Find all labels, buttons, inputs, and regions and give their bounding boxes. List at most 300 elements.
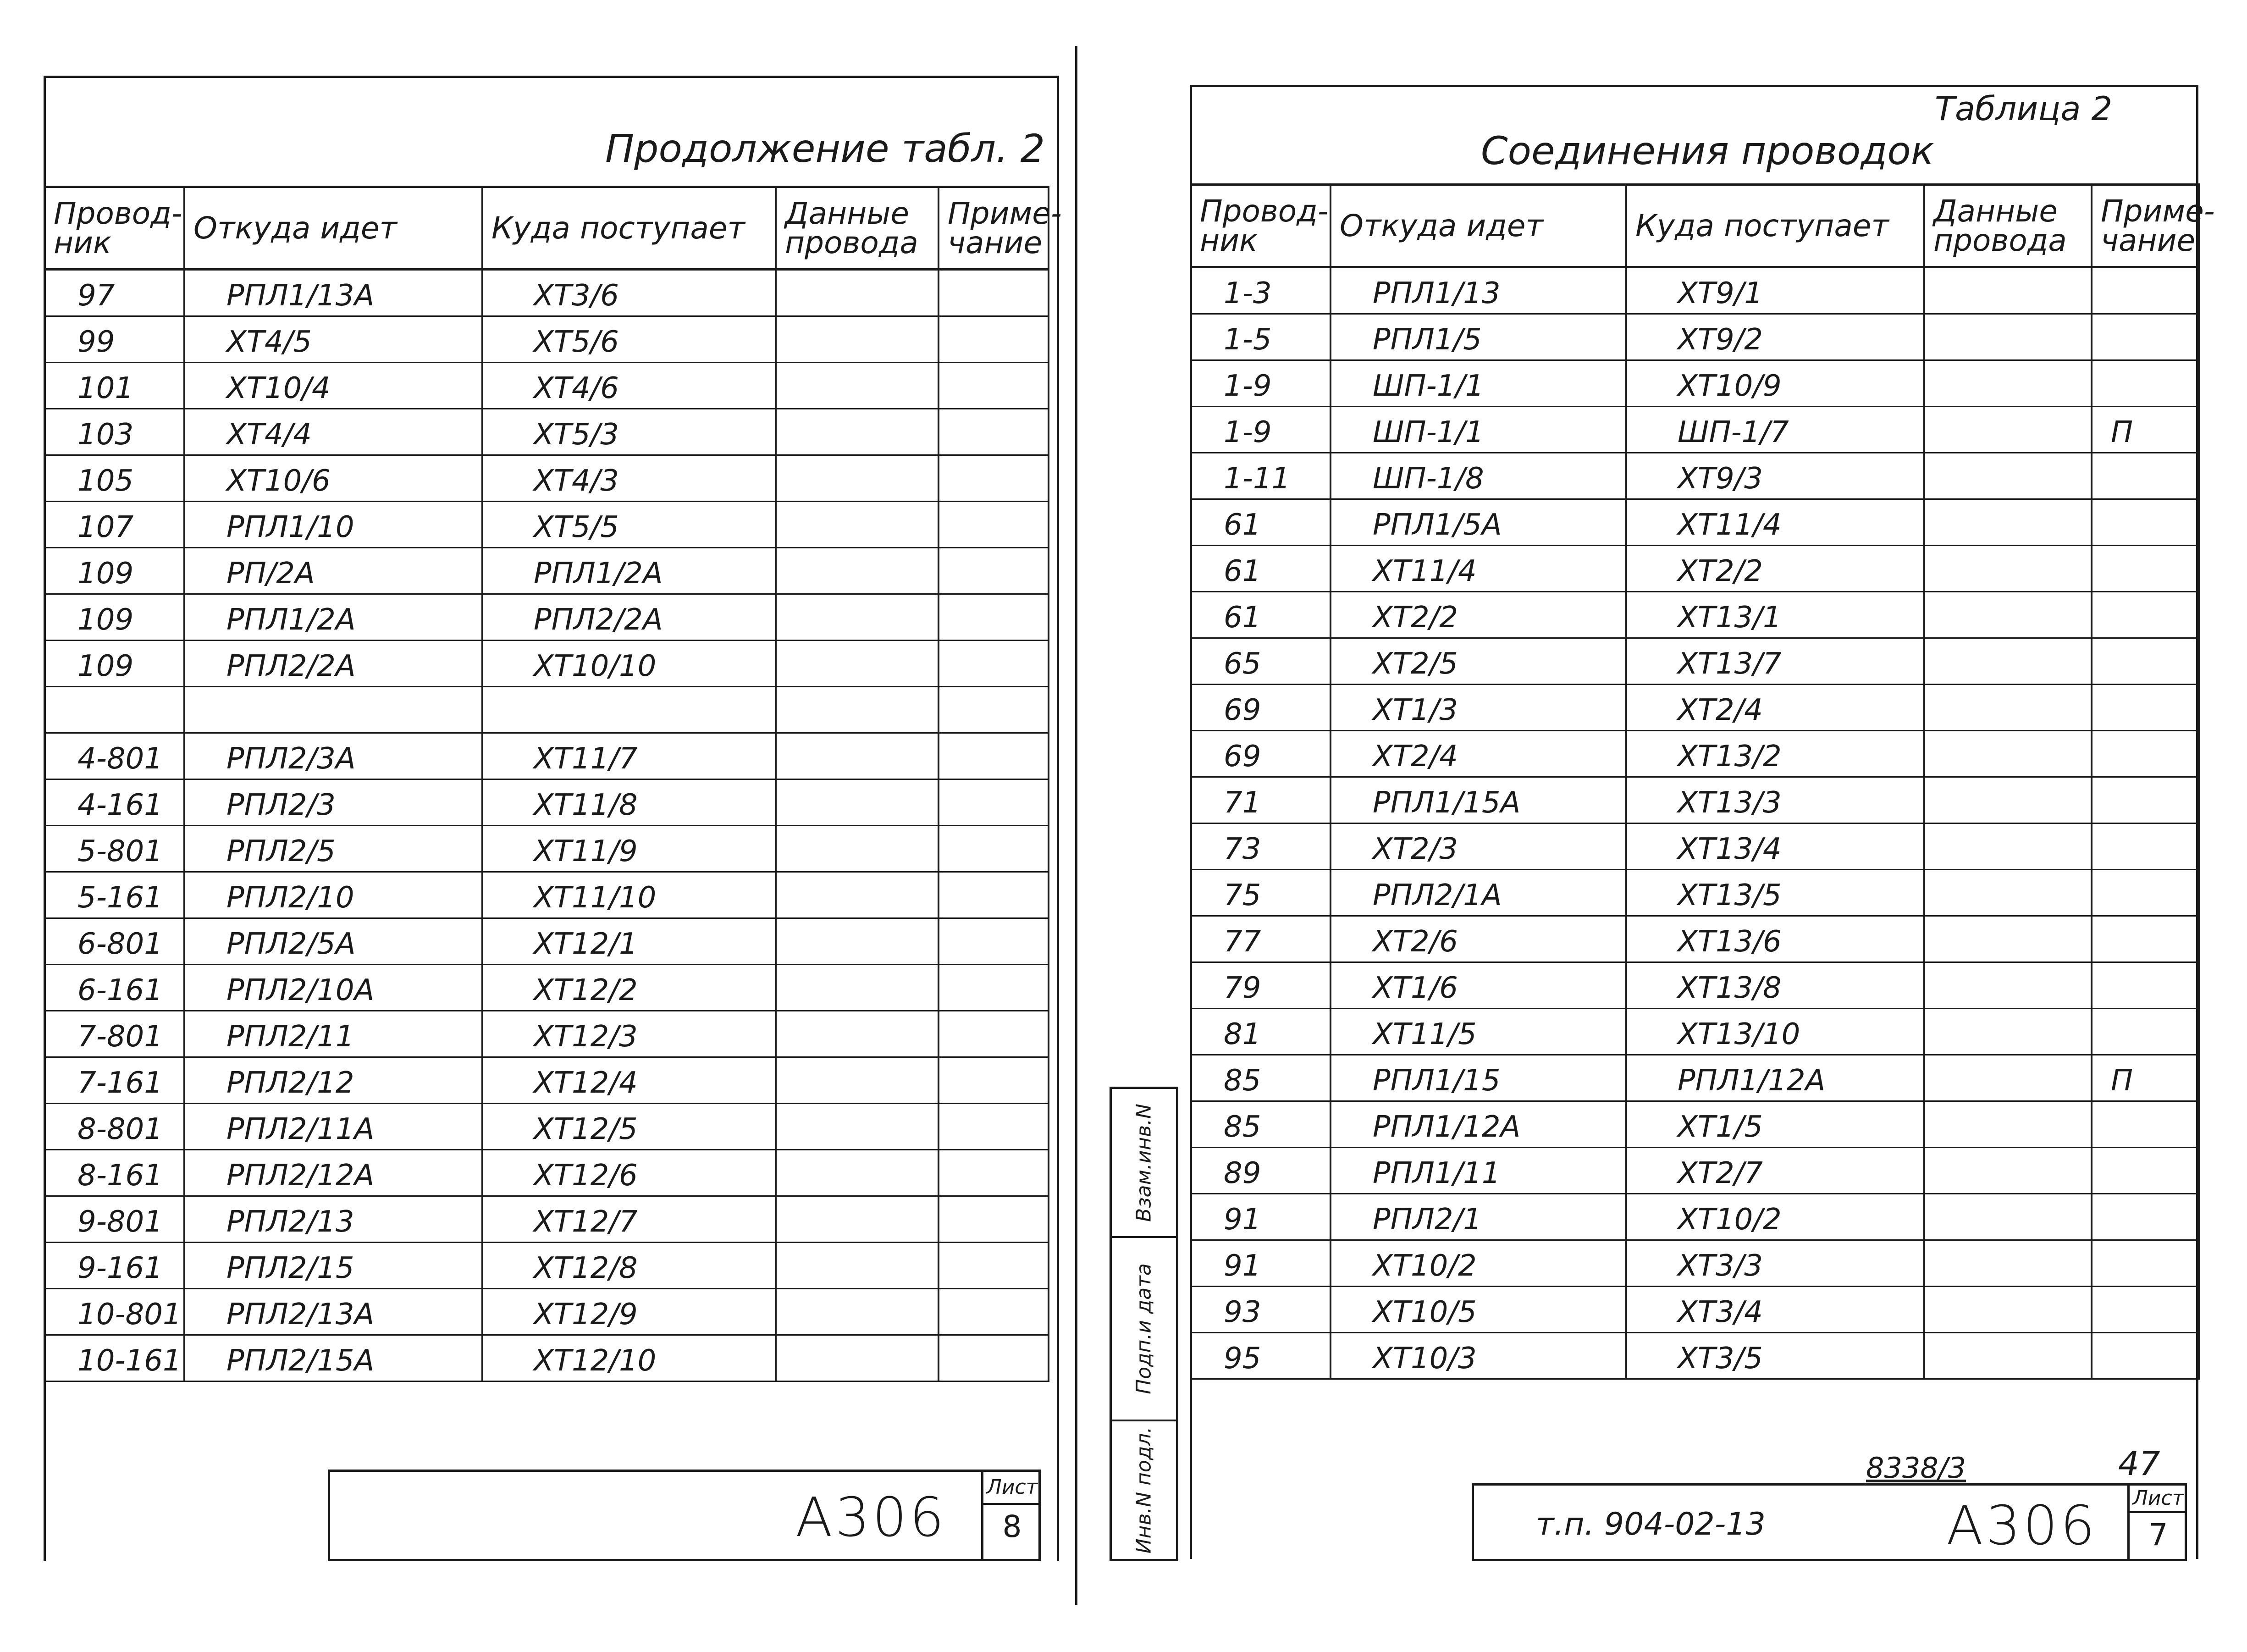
wire-cell: 5-161: [44, 872, 184, 918]
from-cell: ХТ11/5: [1331, 1009, 1626, 1055]
note-cell: [939, 1335, 1049, 1381]
to-cell: ХТ3/4: [1626, 1287, 1924, 1333]
to-cell: ХТ10/9: [1626, 360, 1924, 407]
wire-data-cell: [776, 502, 939, 548]
note-cell: [2092, 360, 2199, 407]
to-cell: ХТ13/4: [1626, 823, 1924, 870]
from-cell: РПЛ2/1: [1331, 1194, 1626, 1240]
to-cell: ХТ2/2: [1626, 546, 1924, 592]
wire-data-cell: [1924, 453, 2092, 499]
wire-cell: 109: [44, 594, 184, 641]
wire-cell: 1-3: [1191, 267, 1331, 314]
to-cell: [482, 687, 776, 733]
to-cell: ХТ5/6: [482, 316, 776, 363]
wire-cell: 9-161: [44, 1243, 184, 1289]
to-cell: ШП-1/7: [1626, 407, 1924, 453]
table-row: [1191, 1009, 2199, 1055]
from-cell: РПЛ2/11: [184, 1011, 482, 1057]
table-row: [1191, 870, 2199, 916]
wire-cell: 1-9: [1191, 360, 1331, 407]
from-cell: ХТ2/2: [1331, 592, 1626, 638]
approval-side-columns: [1110, 1087, 1178, 1561]
table-row: [44, 363, 1049, 409]
from-cell: ХТ10/5: [1331, 1287, 1626, 1333]
to-cell: ХТ13/5: [1626, 870, 1924, 916]
column-header-to: Куда поступает: [482, 187, 776, 270]
to-cell: ХТ12/3: [482, 1011, 776, 1057]
note-cell: [2092, 546, 2199, 592]
wire-data-cell: [1924, 777, 2092, 823]
to-cell: ХТ2/7: [1626, 1148, 1924, 1194]
wire-data-cell: [1924, 685, 2092, 731]
table-row: [44, 1011, 1049, 1057]
wire-cell: 109: [44, 641, 184, 687]
table-row: [44, 687, 1049, 733]
wire-data-cell: [776, 455, 939, 502]
wire-data-cell: [1924, 360, 2092, 407]
right-document-number: т.п. 904-02-13: [1536, 1506, 1766, 1542]
from-cell: РПЛ1/5А: [1331, 499, 1626, 546]
wire-data-cell: [1924, 314, 2092, 360]
column-header-from: Откуда идет: [184, 187, 482, 270]
wire-cell: 1-11: [1191, 453, 1331, 499]
wire-cell: 9-801: [44, 1196, 184, 1243]
wire-data-cell: [1924, 1101, 2092, 1148]
wire-data-cell: [776, 1289, 939, 1335]
table-row: [1191, 1240, 2199, 1287]
table-row: [44, 1289, 1049, 1335]
wire-data-cell: [776, 363, 939, 409]
wire-data-cell: [1924, 499, 2092, 546]
note-cell: [939, 316, 1049, 363]
wire-data-cell: [776, 1104, 939, 1150]
to-cell: ХТ13/1: [1626, 592, 1924, 638]
column-header-note: Приме-чание: [939, 187, 1049, 270]
to-cell: ХТ12/1: [482, 918, 776, 965]
wire-cell: 81: [1191, 1009, 1331, 1055]
left-connections-table: [44, 186, 1062, 1382]
wire-cell: 7-801: [44, 1011, 184, 1057]
table-row: [44, 1335, 1049, 1381]
to-cell: ХТ12/8: [482, 1243, 776, 1289]
to-cell: ХТ5/5: [482, 502, 776, 548]
page-fold-line: [1075, 46, 1077, 1605]
wire-data-cell: [1924, 1287, 2092, 1333]
wire-cell: 99: [44, 316, 184, 363]
wire-cell: 89: [1191, 1148, 1331, 1194]
to-cell: ХТ12/7: [482, 1196, 776, 1243]
wire-data-cell: [776, 548, 939, 594]
note-cell: [2092, 267, 2199, 314]
wire-cell: 91: [1191, 1194, 1331, 1240]
to-cell: ХТ3/3: [1626, 1240, 1924, 1287]
right-table-body: [1191, 267, 2199, 1379]
to-cell: ХТ9/1: [1626, 267, 1924, 314]
to-cell: РПЛ1/12А: [1626, 1055, 1924, 1101]
table-row: [1191, 638, 2199, 685]
table-row: [1191, 1333, 2199, 1379]
wire-data-cell: [776, 594, 939, 641]
wire-cell: 107: [44, 502, 184, 548]
wire-data-cell: [1924, 1148, 2092, 1194]
from-cell: ХТ2/5: [1331, 638, 1626, 685]
to-cell: РПЛ2/2А: [482, 594, 776, 641]
wire-cell: 71: [1191, 777, 1331, 823]
to-cell: ХТ2/4: [1626, 685, 1924, 731]
note-cell: [2092, 1101, 2199, 1148]
to-cell: ХТ13/10: [1626, 1009, 1924, 1055]
wire-cell: 73: [1191, 823, 1331, 870]
wire-data-cell: [1924, 267, 2092, 314]
table-row: [44, 409, 1049, 455]
wire-cell: 93: [1191, 1287, 1331, 1333]
note-cell: [939, 1104, 1049, 1150]
note-cell: [2092, 1194, 2199, 1240]
to-cell: ХТ11/4: [1626, 499, 1924, 546]
column-header-wire-data: Данные провода: [776, 187, 939, 270]
side-label-signature-date: Подп.и дата: [1132, 1263, 1156, 1394]
note-cell: [939, 409, 1049, 455]
wire-data-cell: [1924, 546, 2092, 592]
to-cell: ХТ3/5: [1626, 1333, 1924, 1379]
note-cell: [939, 1011, 1049, 1057]
right-header-title: Соединения проводок: [1481, 128, 1934, 173]
wire-data-cell: [1924, 870, 2092, 916]
to-cell: ХТ13/3: [1626, 777, 1924, 823]
wire-data-cell: [776, 687, 939, 733]
wire-data-cell: [1924, 1333, 2092, 1379]
from-cell: РПЛ2/13: [184, 1196, 482, 1243]
to-cell: ХТ13/6: [1626, 916, 1924, 962]
note-cell: [939, 502, 1049, 548]
wire-cell: 1-9: [1191, 407, 1331, 453]
to-cell: ХТ12/9: [482, 1289, 776, 1335]
table-row: [1191, 916, 2199, 962]
to-cell: ХТ11/7: [482, 733, 776, 779]
table-row: [44, 1104, 1049, 1150]
from-cell: РПЛ1/15А: [1331, 777, 1626, 823]
note-cell: [939, 363, 1049, 409]
column-header-wire: Провод-ник: [44, 187, 184, 270]
wire-cell: 105: [44, 455, 184, 502]
to-cell: ХТ13/8: [1626, 962, 1924, 1009]
wire-data-cell: [1924, 592, 2092, 638]
table-row: [1191, 823, 2199, 870]
from-cell: ХТ11/4: [1331, 546, 1626, 592]
note-cell: [939, 965, 1049, 1011]
note-cell: [939, 687, 1049, 733]
wire-data-cell: [776, 409, 939, 455]
column-header-wire: Провод-ник: [1191, 185, 1331, 267]
note-cell: [939, 872, 1049, 918]
wire-data-cell: [776, 1243, 939, 1289]
from-cell: РПЛ2/5: [184, 826, 482, 872]
to-cell: ХТ12/4: [482, 1057, 776, 1104]
wire-cell: 85: [1191, 1055, 1331, 1101]
left-table-body: [44, 270, 1049, 1381]
from-cell: ХТ4/5: [184, 316, 482, 363]
from-cell: РПЛ2/5А: [184, 918, 482, 965]
wire-cell: 10-161: [44, 1335, 184, 1381]
table-row: [1191, 1055, 2199, 1101]
from-cell: РПЛ1/11: [1331, 1148, 1626, 1194]
wire-data-cell: [776, 1011, 939, 1057]
table-row: [44, 455, 1049, 502]
table-row: [1191, 546, 2199, 592]
to-cell: ХТ5/3: [482, 409, 776, 455]
to-cell: ХТ1/5: [1626, 1101, 1924, 1148]
from-cell: РПЛ2/1А: [1331, 870, 1626, 916]
table-row: [44, 502, 1049, 548]
to-cell: ХТ3/6: [482, 270, 776, 316]
wire-data-cell: [776, 641, 939, 687]
wire-cell: 4-161: [44, 779, 184, 826]
table-row: [1191, 1194, 2199, 1240]
archive-number: 8338/3: [1866, 1451, 1966, 1485]
wire-cell: 7-161: [44, 1057, 184, 1104]
from-cell: ХТ2/3: [1331, 823, 1626, 870]
to-cell: ХТ10/2: [1626, 1194, 1924, 1240]
note-cell: [2092, 638, 2199, 685]
from-cell: [184, 687, 482, 733]
note-cell: [2092, 962, 2199, 1009]
from-cell: ХТ4/4: [184, 409, 482, 455]
note-cell: [939, 918, 1049, 965]
left-drawing-code: А306: [795, 1486, 947, 1549]
wire-cell: 101: [44, 363, 184, 409]
from-cell: РПЛ1/10: [184, 502, 482, 548]
note-cell: [2092, 870, 2199, 916]
note-cell: [939, 1196, 1049, 1243]
to-cell: ХТ11/8: [482, 779, 776, 826]
table-row: [44, 965, 1049, 1011]
page-number: 47: [2118, 1444, 2160, 1483]
wire-data-cell: [1924, 962, 2092, 1009]
wire-cell: 61: [1191, 592, 1331, 638]
left-header-title: Продолжение табл. 2: [605, 126, 1045, 171]
side-cell-replacement-inv: [1112, 1089, 1176, 1238]
wire-cell: 6-161: [44, 965, 184, 1011]
note-cell: [939, 548, 1049, 594]
from-cell: РПЛ2/15: [184, 1243, 482, 1289]
note-cell: [2092, 1333, 2199, 1379]
to-cell: ХТ13/2: [1626, 731, 1924, 777]
wire-cell: 97: [44, 270, 184, 316]
note-cell: [2092, 453, 2199, 499]
table-row: [1191, 267, 2199, 314]
wire-cell: 79: [1191, 962, 1331, 1009]
table-row: [44, 270, 1049, 316]
from-cell: РПЛ1/12А: [1331, 1101, 1626, 1148]
wire-data-cell: [776, 733, 939, 779]
from-cell: РПЛ2/10: [184, 872, 482, 918]
wire-cell: 4-801: [44, 733, 184, 779]
note-cell: [2092, 1148, 2199, 1194]
table-row: [1191, 731, 2199, 777]
from-cell: ХТ10/6: [184, 455, 482, 502]
table-row: [1191, 453, 2199, 499]
table-row: [1191, 314, 2199, 360]
right-drawing-code: А306: [1946, 1494, 2098, 1557]
from-cell: РПЛ2/2А: [184, 641, 482, 687]
from-cell: РПЛ2/12А: [184, 1150, 482, 1196]
side-label-original-inv: Инв.N подл.: [1132, 1426, 1156, 1554]
from-cell: ШП-1/1: [1331, 360, 1626, 407]
wire-data-cell: [776, 316, 939, 363]
note-cell: П: [2092, 1055, 2199, 1101]
table-row: [44, 918, 1049, 965]
table-row: [1191, 592, 2199, 638]
note-cell: П: [2092, 407, 2199, 453]
note-cell: [939, 1243, 1049, 1289]
table-row: [1191, 1287, 2199, 1333]
wire-cell: 65: [1191, 638, 1331, 685]
from-cell: ХТ10/3: [1331, 1333, 1626, 1379]
from-cell: ШП-1/1: [1331, 407, 1626, 453]
table-row: [1191, 685, 2199, 731]
wire-data-cell: [1924, 1009, 2092, 1055]
from-cell: РПЛ2/3А: [184, 733, 482, 779]
wire-data-cell: [776, 826, 939, 872]
table-row: [44, 872, 1049, 918]
right-table-label: Таблица 2: [1935, 89, 2113, 128]
wire-data-cell: [776, 965, 939, 1011]
to-cell: РПЛ1/2А: [482, 548, 776, 594]
right-title-block: [1472, 1483, 2187, 1561]
from-cell: РПЛ2/12: [184, 1057, 482, 1104]
to-cell: ХТ11/10: [482, 872, 776, 918]
note-cell: [939, 1150, 1049, 1196]
wire-cell: 1-5: [1191, 314, 1331, 360]
wire-cell: 6-801: [44, 918, 184, 965]
table-row: [44, 733, 1049, 779]
left-title-block: [328, 1470, 1041, 1561]
to-cell: ХТ10/10: [482, 641, 776, 687]
wire-data-cell: [776, 270, 939, 316]
table-row: [1191, 962, 2199, 1009]
to-cell: ХТ12/2: [482, 965, 776, 1011]
from-cell: ШП-1/8: [1331, 453, 1626, 499]
table-row: [1191, 360, 2199, 407]
wire-data-cell: [1924, 1240, 2092, 1287]
column-header-wire-data: Данные провода: [1924, 185, 2092, 267]
table-row: [1191, 777, 2199, 823]
right-sheet-box: [2127, 1486, 2187, 1561]
table-row: [44, 779, 1049, 826]
wire-data-cell: [776, 1335, 939, 1381]
from-cell: ХТ10/2: [1331, 1240, 1626, 1287]
left-sheet-label: Лист: [983, 1472, 1041, 1505]
table-row: [44, 1150, 1049, 1196]
from-cell: РПЛ1/5: [1331, 314, 1626, 360]
table-row: [44, 826, 1049, 872]
note-cell: [2092, 685, 2199, 731]
note-cell: [2092, 1287, 2199, 1333]
to-cell: ХТ13/7: [1626, 638, 1924, 685]
note-cell: [939, 733, 1049, 779]
from-cell: ХТ2/6: [1331, 916, 1626, 962]
wire-cell: [44, 687, 184, 733]
from-cell: РПЛ2/13А: [184, 1289, 482, 1335]
note-cell: [2092, 314, 2199, 360]
table-row: [1191, 499, 2199, 546]
note-cell: [939, 1289, 1049, 1335]
from-cell: ХТ1/3: [1331, 685, 1626, 731]
note-cell: [2092, 592, 2199, 638]
wire-cell: 10-801: [44, 1289, 184, 1335]
note-cell: [939, 594, 1049, 641]
from-cell: ХТ10/4: [184, 363, 482, 409]
column-header-from: Откуда идет: [1331, 185, 1626, 267]
table-row: [44, 1243, 1049, 1289]
wire-cell: 8-161: [44, 1150, 184, 1196]
side-cell-original-inv: [1112, 1421, 1176, 1559]
from-cell: ХТ2/4: [1331, 731, 1626, 777]
right-table-header: [1191, 185, 2199, 267]
to-cell: ХТ9/2: [1626, 314, 1924, 360]
note-cell: [939, 826, 1049, 872]
note-cell: [939, 641, 1049, 687]
left-table-header: [44, 187, 1049, 270]
table-row: [44, 1196, 1049, 1243]
table-row: [44, 316, 1049, 363]
wire-cell: 69: [1191, 685, 1331, 731]
wire-data-cell: [1924, 1194, 2092, 1240]
wire-cell: 5-801: [44, 826, 184, 872]
note-cell: [2092, 823, 2199, 870]
wire-data-cell: [1924, 1055, 2092, 1101]
wire-data-cell: [1924, 823, 2092, 870]
from-cell: РПЛ1/13: [1331, 267, 1626, 314]
from-cell: РП/2А: [184, 548, 482, 594]
wire-cell: 61: [1191, 499, 1331, 546]
right-sheet-number: 7: [2148, 1517, 2168, 1553]
wire-cell: 69: [1191, 731, 1331, 777]
table-row: [44, 594, 1049, 641]
note-cell: [2092, 777, 2199, 823]
wire-data-cell: [1924, 916, 2092, 962]
note-cell: [939, 455, 1049, 502]
wire-cell: 103: [44, 409, 184, 455]
from-cell: РПЛ1/15: [1331, 1055, 1626, 1101]
left-sheet-number: 8: [1002, 1509, 1022, 1544]
note-cell: [939, 1057, 1049, 1104]
table-row: [1191, 1148, 2199, 1194]
left-sheet-box: [981, 1472, 1041, 1559]
to-cell: ХТ12/6: [482, 1150, 776, 1196]
note-cell: [2092, 916, 2199, 962]
from-cell: РПЛ2/10А: [184, 965, 482, 1011]
wire-data-cell: [1924, 638, 2092, 685]
table-row: [1191, 407, 2199, 453]
wire-cell: 91: [1191, 1240, 1331, 1287]
wire-data-cell: [1924, 407, 2092, 453]
to-cell: ХТ12/10: [482, 1335, 776, 1381]
wire-data-cell: [776, 1057, 939, 1104]
wire-data-cell: [776, 872, 939, 918]
wire-data-cell: [776, 1196, 939, 1243]
from-cell: РПЛ1/13А: [184, 270, 482, 316]
to-cell: ХТ11/9: [482, 826, 776, 872]
from-cell: РПЛ2/15А: [184, 1335, 482, 1381]
to-cell: ХТ4/6: [482, 363, 776, 409]
wire-cell: 109: [44, 548, 184, 594]
wire-cell: 8-801: [44, 1104, 184, 1150]
wire-cell: 77: [1191, 916, 1331, 962]
note-cell: [2092, 1009, 2199, 1055]
note-cell: [939, 779, 1049, 826]
note-cell: [939, 270, 1049, 316]
